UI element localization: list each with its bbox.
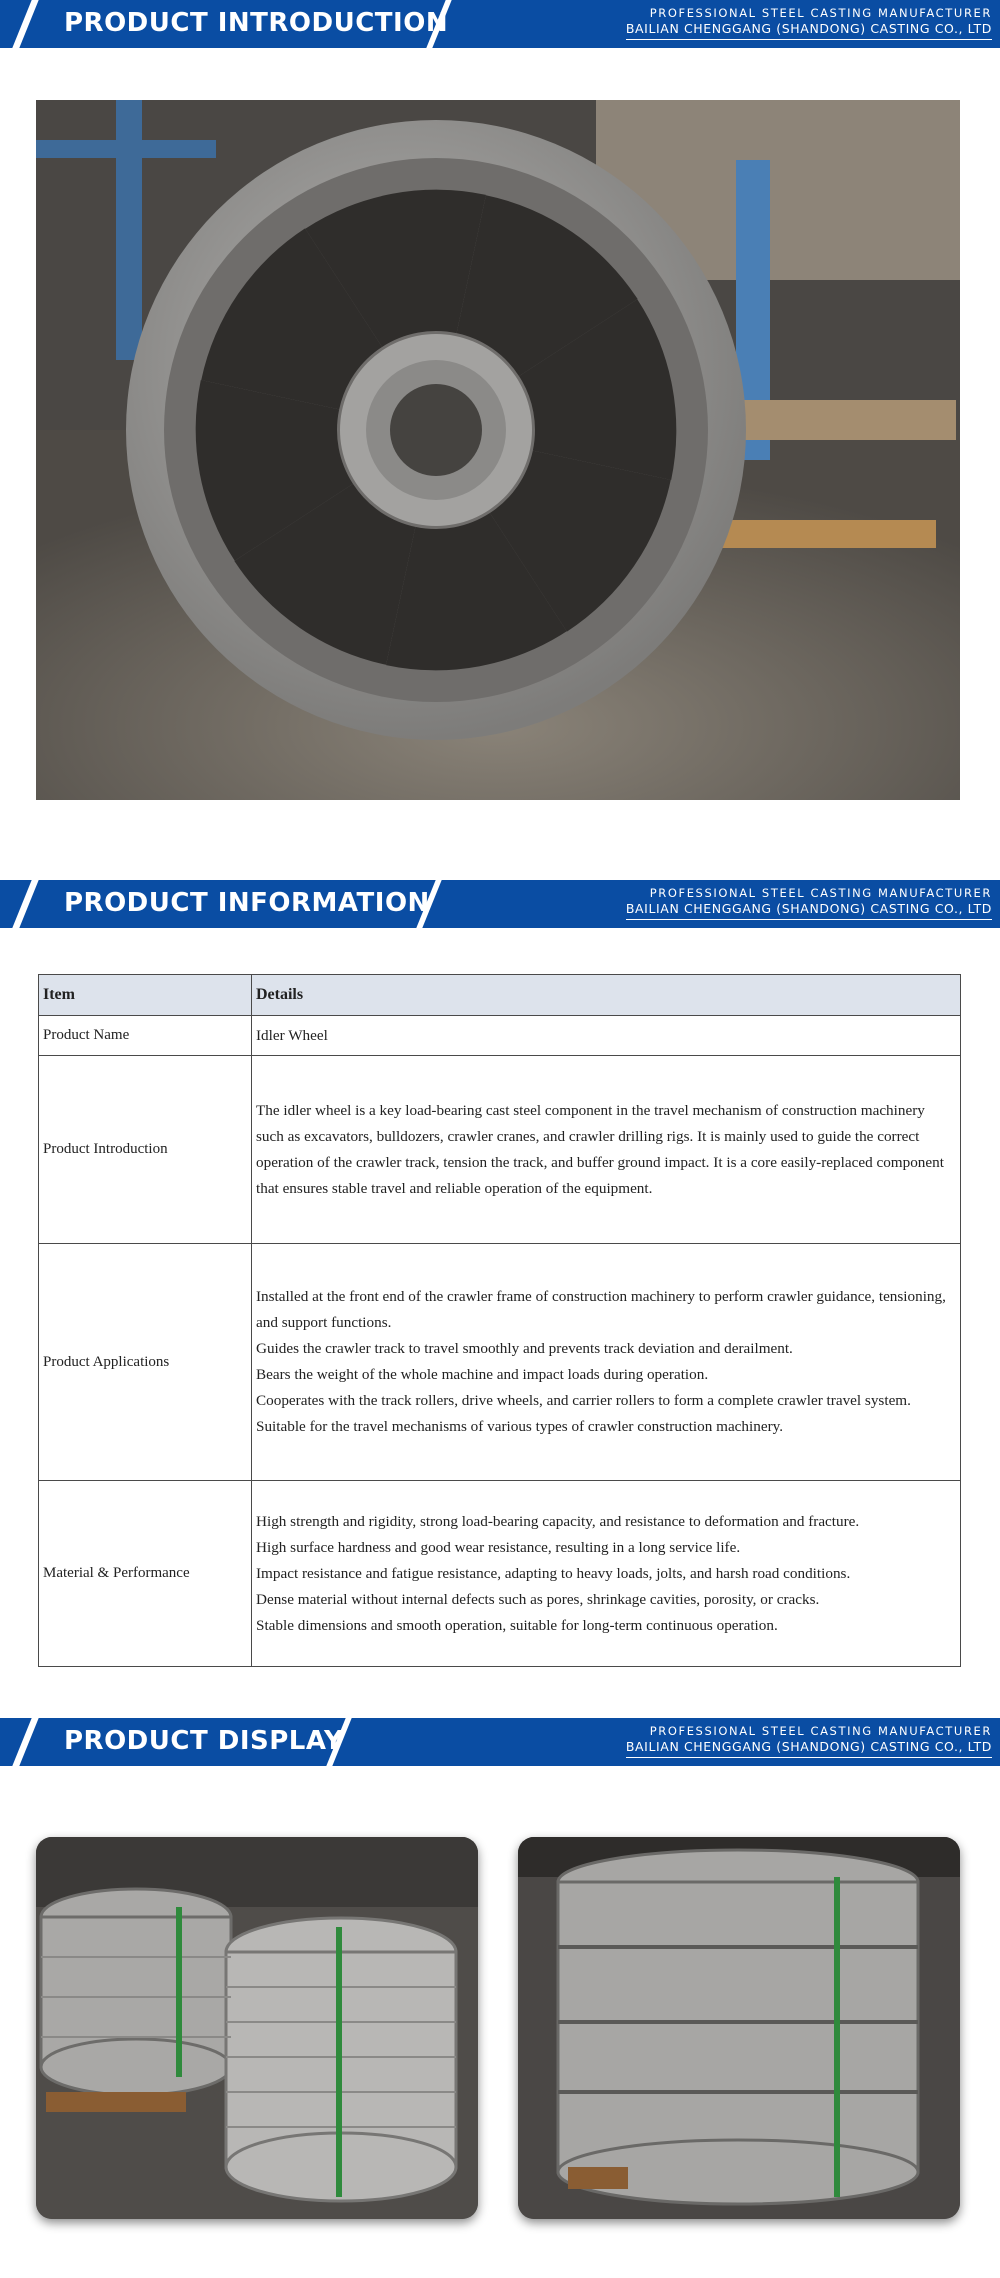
company-block [626,886,992,920]
section-title: PRODUCT DISPLAY [64,1726,344,1756]
detail-line: Stable dimensions and smooth operation, suitable for long-term continuous operation. [256,1616,778,1634]
idler-rim-stack-photo [518,1837,960,2219]
detail-line: Guides the crawler track to travel smoothly and prevents track deviation and derailment. [256,1340,793,1357]
row-details [252,1244,961,1481]
row-item: Product Applications [39,1244,252,1481]
stacked-wheels-illustration [36,1837,478,2219]
company-tagline: PROFESSIONAL STEEL CASTING MANUFACTURER [649,1724,992,1738]
company-tagline: PROFESSIONAL STEEL CASTING MANUFACTURER [649,886,992,900]
table-header-item: Item [39,975,252,1016]
row-item: Product Introduction [39,1056,252,1244]
table-row [39,1016,961,1056]
company-block [626,6,992,40]
detail-line: Dense material without internal defects such as pores, shrinkage cavities, porosity, or cracks. [256,1590,820,1608]
company-name: BAILIAN CHENGGANG (SHANDONG) CASTING CO., LTD [626,21,992,40]
row-details: Idler Wheel [252,1016,961,1056]
detail-line: Suitable for the travel mechanisms of various types of crawler construction machinery. [256,1418,784,1435]
row-details [252,1481,961,1667]
company-name: BAILIAN CHENGGANG (SHANDONG) CASTING CO., LTD [626,901,992,920]
idler-wheel-photo [36,100,960,800]
company-name: BAILIAN CHENGGANG (SHANDONG) CASTING CO., LTD [626,1739,992,1758]
table-row [39,1244,961,1481]
row-details: The idler wheel is a key load-bearing cast steel component in the travel mechanism of construction machinery such as excavators, bulldozers, crawler cranes, and crawler drilling rigs. It is mainly used to guide the correct operation of the crawler track, tension the track, and buffer ground impact. It is a core easily-replaced component that ensures stable travel and reliable operation of the equipment. [252,1056,961,1244]
table-header-details: Details [252,975,961,1016]
section-banner-information [0,880,1000,928]
detail-line: Cooperates with the track rollers, drive wheels, and carrier rollers to form a complete crawler travel system. [256,1392,911,1409]
row-item: Material & Performance [39,1481,252,1667]
table-row [39,1056,961,1244]
company-block [626,1724,992,1758]
idler-rim-stack-illustration [518,1837,960,2219]
row-item: Product Name [39,1016,252,1056]
detail-line: Bears the weight of the whole machine and impact loads during operation. [256,1366,709,1383]
detail-line: High strength and rigidity, strong load-bearing capacity, and resistance to deformation and fracture. [256,1512,860,1530]
section-banner-introduction [0,0,1000,48]
product-info-table [38,974,961,1667]
section-banner-display [0,1718,1000,1766]
stacked-wheels-photo [36,1837,478,2219]
detail-line: Installed at the front end of the crawler frame of construction machinery to perform crawler guidance, tensioning, and support functions. [256,1288,946,1331]
company-tagline: PROFESSIONAL STEEL CASTING MANUFACTURER [649,6,992,20]
section-title: PRODUCT INFORMATION [64,888,430,918]
detail-line: High surface hardness and good wear resistance, resulting in a long service life. [256,1538,741,1556]
table-row [39,1481,961,1667]
detail-line: Impact resistance and fatigue resistance, adapting to heavy loads, jolts, and harsh road conditions. [256,1564,851,1582]
section-title: PRODUCT INTRODUCTION [64,8,449,38]
idler-wheel-illustration [36,100,960,800]
